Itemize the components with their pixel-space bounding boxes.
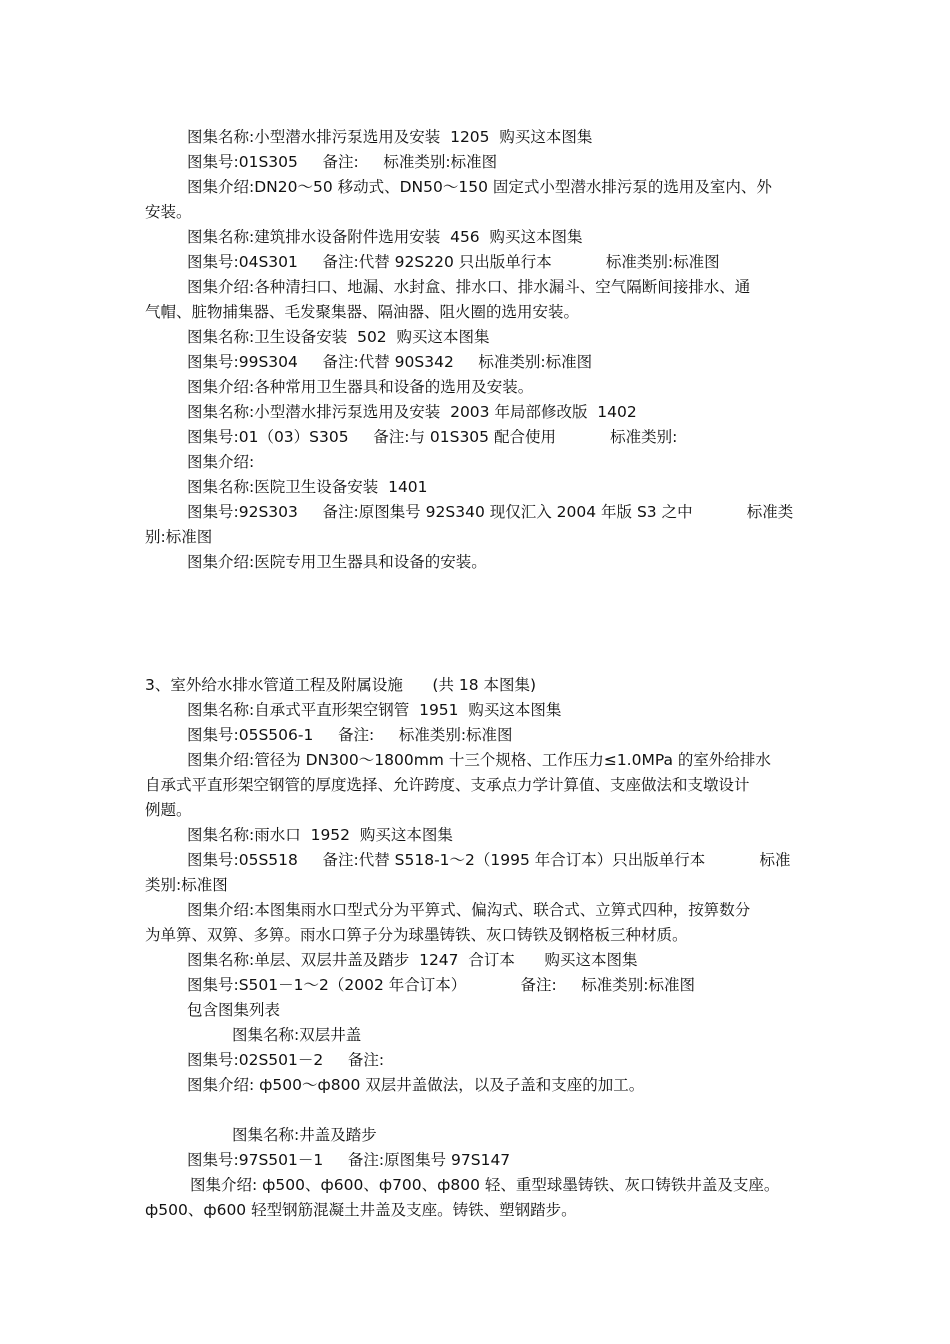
sub-atlas-intro-continuation: ф500、ф600 轻型钢筋混凝土井盖及支座。铸铁、塑钢踏步。: [145, 1201, 577, 1219]
sub-atlas-name-line: 图集名称:双层井盖: [232, 1026, 362, 1044]
atlas-intro-line: 图集介绍:各种常用卫生器具和设备的选用及安装。: [187, 378, 534, 396]
atlas-number-line: 图集号:S501－1～2（2002 年合订本） 备注: 标准类别:标准图: [187, 976, 696, 994]
atlas-intro-line: 图集介绍:各种清扫口、地漏、水封盒、排水口、排水漏斗、空气隔断间接排水、通: [187, 278, 751, 296]
atlas-number-line: 图集号:01S305 备注: 标准类别:标准图: [187, 153, 498, 171]
atlas-name-line: 图集名称:医院卫生设备安装 1401: [187, 478, 428, 496]
atlas-intro-continuation: 自承式平直形架空钢管的厚度选择、允许跨度、支承点力学计算值、支座做法和支墩设计: [145, 776, 750, 794]
atlas-name-line: 图集名称:小型潜水排污泵选用及安装 2003 年局部修改版 1402: [187, 403, 637, 421]
atlas-intro-continuation: 为单箅、双箅、多箅。雨水口箅子分为球墨铸铁、灰口铸铁及钢格板三种材质。: [145, 926, 688, 944]
atlas-number-continuation: 别:标准图: [145, 528, 213, 546]
atlas-number-line: 图集号:05S506-1 备注: 标准类别:标准图: [187, 726, 513, 744]
atlas-number-line: 图集号:92S303 备注:原图集号 92S340 现仅汇入 2004 年版 S3 之中 标准类: [187, 503, 794, 521]
atlas-name-line: 图集名称:建筑排水设备附件选用安装 456 购买这本图集: [187, 228, 583, 246]
atlas-intro-line: 图集介绍:本图集雨水口型式分为平箅式、偏沟式、联合式、立箅式四种，按箅数分: [187, 901, 751, 919]
atlas-intro-line: 图集介绍:医院专用卫生器具和设备的安装。: [187, 553, 487, 571]
sub-atlas-intro-line: 图集介绍: ф500、ф600、ф700、ф800 轻、重型球墨铸铁、灰口铸铁井盖及支座。: [190, 1176, 780, 1194]
atlas-name-line: 图集名称:小型潜水排污泵选用及安装 1205 购买这本图集: [187, 128, 593, 146]
sub-atlas-name-line: 图集名称:井盖及踏步: [232, 1126, 377, 1144]
atlas-intro-continuation: 气帽、脏物捕集器、毛发聚集器、隔油器、阻火圈的选用安装。: [145, 303, 580, 321]
atlas-number-line: 图集号:01（03）S305 备注:与 01S305 配合使用 标准类别:: [187, 428, 678, 446]
atlas-intro-continuation: 安装。: [145, 203, 192, 221]
atlas-name-line: 图集名称:雨水口 1952 购买这本图集: [187, 826, 453, 844]
atlas-number-line: 图集号:05S518 备注:代替 S518-1～2（1995 年合订本）只出版单行本 标准: [187, 851, 791, 869]
atlas-name-line: 图集名称:单层、双层井盖及踏步 1247 合订本 购买这本图集: [187, 951, 638, 969]
sub-atlas-number-line: 图集号:02S501－2 备注:: [187, 1051, 385, 1069]
sub-atlas-number-line: 图集号:97S501－1 备注:原图集号 97S147: [187, 1151, 511, 1169]
section-heading: 3、室外给水排水管道工程及附属设施 (共 18 本图集): [145, 676, 537, 694]
atlas-number-continuation: 类别:标准图: [145, 876, 228, 894]
atlas-intro-line: 图集介绍:管径为 DN300～1800mm 十三个规格、工作压力≤1.0MPa 的室外给排水: [187, 751, 771, 769]
atlas-intro-line: 图集介绍:: [187, 453, 255, 471]
atlas-intro-line: 图集介绍:DN20～50 移动式、DN50～150 固定式小型潜水排污泵的选用及室内、外: [187, 178, 772, 196]
atlas-intro-continuation: 例题。: [145, 801, 192, 819]
sub-atlas-intro-line: 图集介绍: ф500～ф800 双层井盖做法，以及子盖和支座的加工。: [187, 1076, 645, 1094]
atlas-number-line: 图集号:99S304 备注:代替 90S342 标准类别:标准图: [187, 353, 593, 371]
atlas-name-line: 图集名称:卫生设备安装 502 购买这本图集: [187, 328, 490, 346]
atlas-name-line: 图集名称:自承式平直形架空钢管 1951 购买这本图集: [187, 701, 562, 719]
contained-list-label: 包含图集列表: [187, 1001, 281, 1019]
atlas-number-line: 图集号:04S301 备注:代替 92S220 只出版单行本 标准类别:标准图: [187, 253, 720, 271]
